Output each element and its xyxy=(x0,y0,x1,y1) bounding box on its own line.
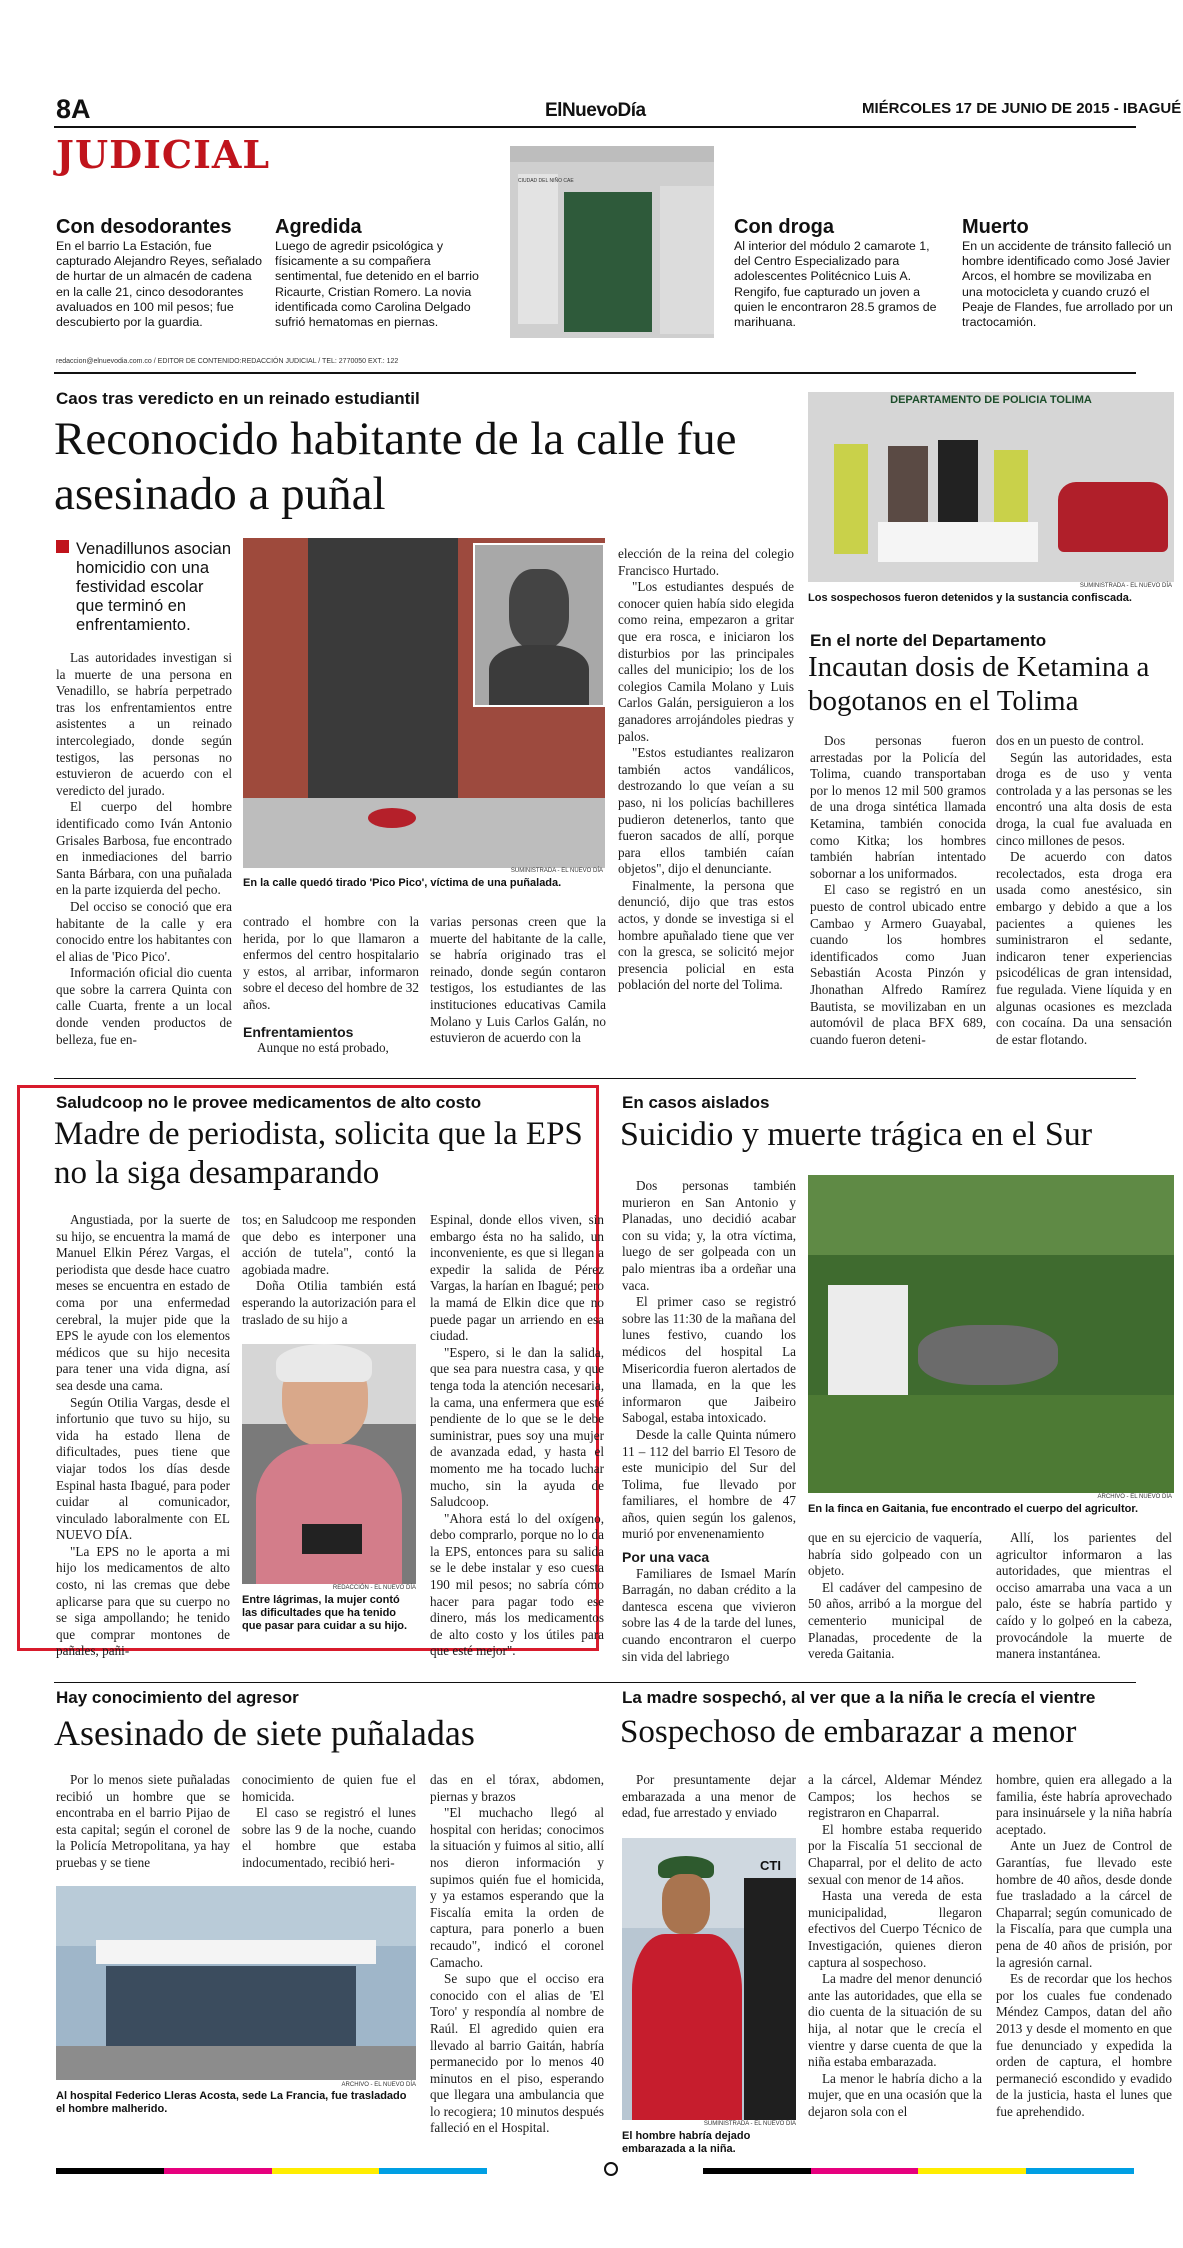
portrait-inset xyxy=(473,543,605,707)
paragraph: "La EPS no le aporta a mi hijo los medicamentos de alto costo, ni las cremas que debe aplicarse para que su cuerpo no se siga ampollando; he tenido que comprar montones de pañales, pañi- xyxy=(56,1543,230,1659)
story4-credit: ARCHIVO - EL NUEVO DÍA xyxy=(1097,1494,1172,1500)
story1-lead xyxy=(56,540,234,635)
paragraph: Ante un Juez de Control de Garantías, fue llevado este hombre de 40 años, desde donde fue trasladado a la cárcel de Chaparral; según comunicado de la Fiscalía, para que cumpla una pena de 40 años de prisión, por la agresión carnal. xyxy=(996,1838,1172,1970)
paragraph: Espinal, donde ellos viven, sin embargo ésta no ha salido, un inconveniente, es que si llegan a expedir la salida de Pérez Vargas, la harían en Ibagué; pero la mamá de Elkin dice que no puede pagar un arriendo en esa ciudad. xyxy=(430,1212,604,1344)
brief-text: Luego de agredir psicológica y físicamente a su compañera sentimental, fue detenido en el barrio Ricaurte, Cristian Romero. La novia identificada como Carolina Delgado sufrió hematomas en piernas. xyxy=(275,239,479,330)
paragraph: Familiares de Ismael Marín Barragán, no daban crédito a la dantesca escena que vivieron sobre las 4 de la tarde del lunes, cuando encontraron el cuerpo sin vida del labriego xyxy=(622,1565,796,1664)
paragraph: a la cárcel, Aldemar Méndez Campos; los hechos se registraron en Chaparral. xyxy=(808,1772,982,1821)
brief-text: Al interior del módulo 2 camarote 1, del Centro Especializado para adolescentes Politécnico Luis A. Rengifo, fue capturado un joven a quien le encontraron 28.5 gramos de marihuana. xyxy=(734,239,937,330)
story1-kicker: Caos tras veredicto en un reinado estudiantil xyxy=(56,389,420,408)
story1-headline: Reconocido habitante de la calle fue asesinado a puñal xyxy=(54,413,737,520)
brief-title: Con desodorantes xyxy=(56,216,232,238)
story4-photo xyxy=(808,1175,1174,1493)
story2-credit: SUMINISTRADA - EL NUEVO DÍA xyxy=(1079,583,1172,589)
story2-banner: DEPARTAMENTO DE POLICIA TOLIMA xyxy=(890,394,1092,406)
story1-lead-text: Venadillunos asocian homicidio con una festividad escolar que terminó en enfrentamiento. xyxy=(76,540,232,634)
story1-col1 xyxy=(56,650,232,1048)
briefs-rule xyxy=(54,372,1136,374)
story3-col1 xyxy=(56,1212,230,1660)
paragraph: Se supo que el occiso era conocido con el alias de 'El Toro' y respondía al nombre de Raúl. El agredido quien era llevado al barrio Gaitán, habría permanecido por lo menos 40 minutos en el piso, esperando que llegara una ambulancia que lo recogiera; 10 minutos después falleció en el Hospital. xyxy=(430,1971,604,2136)
brief-title: Muerto xyxy=(962,216,1029,238)
story5-kicker: Hay conocimiento del agresor xyxy=(56,1688,299,1707)
paragraph: El caso se registró el lunes sobre las 9 de la noche, cuando el hombre que estaba indocumentado, recibió heri- xyxy=(242,1805,416,1870)
brief-agredida xyxy=(275,216,487,330)
brief-text: En el barrio La Estación, fue capturado Alejandro Reyes, señalado de hurtar de un almacén de cadena en la calle 21, cinco desodorantes avaluados en 100 mil pesos; fue descubierto por la guardia. xyxy=(56,239,262,330)
page-number: 8A xyxy=(56,94,91,124)
paragraph: La madre del menor denunció ante las autoridades, que ella se dio cuenta de la situación de su hija, al notar que le crecía el vientre y darse cuenta de que la niña estaba embarazada. xyxy=(808,1971,982,2070)
story2-col1 xyxy=(810,733,986,1048)
paragraph: Aunque no está probado, xyxy=(257,1040,389,1056)
brief-photo xyxy=(510,146,714,338)
paragraph: Dos personas fueron arrestadas por la Policía del Tolima, cuando transportaban por lo menos 12 mil 500 gramos de una droga sintética llamada Ketamina, también conocida como Kitka; los hombres también habrían intentado sobornar a los uniformados. xyxy=(810,733,986,881)
brief-title: Agredida xyxy=(275,216,362,238)
section-title: JUDICIAL xyxy=(56,132,271,177)
story1-photo xyxy=(243,538,605,868)
story2-headline: Incautan dosis de Ketamina a bogotanos en el Tolima xyxy=(808,651,1150,717)
paragraph: Por presuntamente dejar embarazada a una menor de edad, fue arrestado y enviado xyxy=(622,1772,796,1821)
paragraph: "El muchacho llegó al hospital con heridas; conocimos la situación y fuimos al sitio, allí nos dieron información y supimos quién fue el homicida, y ya estamos esperando que la Fiscalía emita la orden de captura, para ponerlo a buen recaudo", indicó el coronel Camacho. xyxy=(430,1805,604,1970)
story3-photo xyxy=(242,1344,416,1584)
story5-col2 xyxy=(242,1772,416,1872)
story1-caption: En la calle quedó tirado 'Pico Pico', víctima de una puñalada. xyxy=(243,877,562,889)
editor-line: redaccion@elnuevodia.com.co / EDITOR DE CONTENIDO:REDACCIÓN JUDICIAL / TEL: 2770050 EXT.: 122 xyxy=(56,358,399,365)
story6-headline: Sospechoso de embarazar a menor xyxy=(620,1714,1077,1750)
paragraph: elección de la reina del colegio Francisco Hurtado. xyxy=(618,546,794,578)
brief-title: Con droga xyxy=(734,216,834,238)
paragraph: La menor le habría dicho a la mujer, que en una ocasión que la dejaron sola con el xyxy=(808,2070,982,2119)
lower-rule xyxy=(54,1682,1136,1683)
paragraph: das en el tórax, abdomen, piernas y brazos xyxy=(430,1772,604,1804)
story6-col2 xyxy=(808,1772,982,2120)
paragraph: Doña Otilia también está esperando la autorización para el traslado de su hijo a xyxy=(242,1278,416,1327)
story1-col4 xyxy=(618,546,794,994)
paragraph: El cuerpo del hombre identificado como Iván Antonio Grisales Barbosa, fue encontrado en inmediaciones del barrio Santa Bárbara, con una puñalada en la parte izquierda del pecho. xyxy=(56,799,232,898)
paragraph: Es de recordar que los hechos por los cuales fue condenado Méndez Campos, datan del año 2013 y desde el momento en que fue denunciado y expedida la orden de captura, el hombre permaneció escondido y evadido de la justicia, hasta el lunes que fue aprehendido. xyxy=(996,1971,1172,2119)
story5-col1 xyxy=(56,1772,230,1872)
story3-col2 xyxy=(242,1212,416,1328)
paragraph: El caso se registró en un puesto de control ubicado entre Cambao y Armero Guayabal, cuando los hombres identificados como Juan Sebastián Acosta Pinzón y Jhonathan Alfredo Ramírez Bautista, se movilizaban en un automóvil de placa BFX 689, cuando fueron deteni- xyxy=(810,882,986,1047)
story6-photo xyxy=(622,1838,796,2120)
paragraph: Del occiso se conoció que era habitante de la calle y era conocido entre los habitantes con el alias de 'Pico Pico'. xyxy=(56,898,232,964)
paragraph: que en su ejercicio de vaquería, habría sido golpeado con un objeto. xyxy=(808,1530,982,1579)
story6-col3 xyxy=(996,1772,1172,2120)
paragraph: Finalmente, la persona que denunció, dijo que tras estos actos, y donde se investiga si el hombre apuñalado tiene que ver con la gresca, se solicitó mejor presencia policial en esta población del norte del Tolima. xyxy=(618,877,794,993)
paragraph: Por lo menos siete puñaladas recibió un hombre que se encontraba en el barrio Pijao de esta capital; según el coronel de la Policía Metropolitana, ya hay pruebas y se tiene xyxy=(56,1772,230,1870)
paragraph: Hasta una vereda de esta municipalidad, llegaron efectivos del Cuerpo Técnico de Investigación, quienes dieron captura al sospechoso. xyxy=(808,1888,982,1970)
story6-col1 xyxy=(622,1772,796,1822)
paragraph: Desde la calle Quinta número 11 – 112 del barrio El Tesoro de este municipio del Sur del Tolima, fue llevado por familiares, el hombre de 47 años, quien según los galenos, murió por envenenamiento xyxy=(622,1426,796,1542)
paragraph: "Estos estudiantes realizaron también actos vandálicos, destrozando lo que veían a su paso, ni los policías bachilleres pudieron detenerlos, tanto que fueron sacados de allí, porque para ellos también caían objetos", dijo el denunciante. xyxy=(618,745,794,877)
paragraph: Angustiada, por la suerte de su hijo, se encuentra la mamá de Manuel Elkin Pérez Vargas, el periodista que desde hace cuatro meses se encuentra en estado de coma por una enfermedad cerebral, la mujer pide que la EPS le ayude con los elementos médicos que su hijo necesita para tener una vida digna, así sea desde una cama. xyxy=(56,1212,230,1393)
story1-subhead: Enfrentamientos xyxy=(243,1023,354,1040)
story3-col3 xyxy=(430,1212,604,1660)
cti-badge: CTI xyxy=(760,1858,781,1873)
story3-credit: REDACCIÓN - EL NUEVO DÍA xyxy=(332,1585,416,1591)
story3-kicker: Saludcoop no le provee medicamentos de alto costo xyxy=(56,1093,482,1112)
story3-caption: Entre lágrimas, la mujer contó las dificultades que ha tenido que pasar para cuidar a su hijo. xyxy=(242,1594,408,1632)
brief-muerto xyxy=(962,216,1174,330)
paragraph: varias personas creen que la muerte del habitante de la calle, se habría originado tras el reinado, donde según contaron testigos, los estudiantes de las instituciones educativas Camila Molano y Luis Carlos Galán, no estuvieron de acuerdo con la xyxy=(430,914,606,1046)
paragraph: hombre, quien era allegado a la familia, éste habría aprovechado para insinuársele y la niña habría aceptado. xyxy=(996,1772,1172,1837)
story6-kicker: La madre sospechó, al ver que a la niña le crecía el vientre xyxy=(622,1688,1096,1707)
story5-photo xyxy=(56,1886,416,2080)
paragraph: Las autoridades investigan si la muerte de una persona en Venadillo, se habría perpetrado tras los enfrentamientos entre asistentes a un reinado intercolegiado, donde según testigos, las personas no estuvieron de acuerdo con el veredicto del jurado. xyxy=(56,650,232,798)
brief-photo-sign: CIUDAD DEL NIÑO CAE xyxy=(518,178,574,184)
story4-col1 xyxy=(622,1178,796,1665)
paragraph: "Los estudiantes después de conocer quien había sido elegida como reina, empezaron a gritar que era rosca, e iniciaron los disturbios por las principales calles del municipio; los de los colegios Camila Molano y Luis Carlos Galán, persiguieron a los ganadores arrojándoles piedras y palos. xyxy=(618,579,794,744)
brief-desodorantes xyxy=(56,216,266,330)
brief-text: En un accidente de tránsito falleció un hombre identificado como José Javier Arcos, el hombre se movilizaba en una motocicleta y cuando cruzó el Peaje de Flandes, fue arrollado por un tractocamión. xyxy=(962,239,1173,330)
header-rule xyxy=(54,126,1136,128)
paragraph: Según las autoridades, esta droga es de uso y venta controlada y a las personas se les encontró una alta dosis de esta droga, la cual fue avaluada en cinco millones de pesos. xyxy=(996,749,1172,848)
story6-caption: El hombre habría dejado embarazada a la niña. xyxy=(622,2130,751,2155)
story5-credit: ARCHIVO - EL NUEVO DÍA xyxy=(341,2082,416,2088)
story2-col2 xyxy=(996,733,1172,1048)
paragraph: El hombre estaba requerido por la Fiscalía 51 seccional de Chaparral, por el delito de acto sexual con menor de 14 años. xyxy=(808,1821,982,1887)
paragraph: El cadáver del campesino de 50 años, arribó a la morgue del cementerio municipal de Planadas, procedente de la vereda Gaitania. xyxy=(808,1579,982,1662)
paragraph: "Espero, si le dan la salida, que sea para nuestra casa, y que tenga toda la atención necesaria, la cama, una enfermera que esté pendiente de lo que se le debe suministrar, pues soy una mujer de avanzada edad, y hasta el momento me ha tocado luchar mucho, sin la ayuda de Saludcoop. xyxy=(430,1344,604,1510)
paragraph: "Ahora está lo del oxígeno, debo comprarlo, porque no lo da la EPS, entonces para su salida se le debe instalar y eso cuesta 190 mil pesos; no sabría cómo hacer para pagar todo ese dinero, más los medicamentos de alto costo y los útiles para que esté mejor". xyxy=(430,1510,604,1659)
story5-caption: Al hospital Federico Lleras Acosta, sede La Francia, fue trasladado el hombre malherido. xyxy=(56,2090,407,2115)
story1-col3 xyxy=(430,914,606,1047)
story5-headline: Asesinado de siete puñaladas xyxy=(54,1713,475,1753)
brief-droga xyxy=(734,216,944,330)
story4-kicker: En casos aislados xyxy=(622,1093,770,1112)
color-bar xyxy=(56,2168,1134,2174)
story6-credit: SUMINISTRADA - EL NUEVO DÍA xyxy=(703,2121,796,2127)
story4-col2 xyxy=(808,1530,982,1663)
paragraph: Según Otilia Vargas, desde el infortunio que tuvo su hijo, su vida ha estado llena de dificultades, pues tiene que viajar todos los días desde Espinal hasta Ibagué, para poder cuidar al comunicador, vinculado laboralmente con EL NUEVO DÍA. xyxy=(56,1394,230,1543)
story4-col3 xyxy=(996,1530,1172,1663)
lead-marker xyxy=(56,540,69,553)
story2-caption: Los sospechosos fueron detenidos y la sustancia confiscada. xyxy=(808,592,1132,604)
story4-caption: En la finca en Gaitania, fue encontrado el cuerpo del agricultor. xyxy=(808,1503,1139,1515)
story2-kicker: En el norte del Departamento xyxy=(810,631,1047,650)
story1-col2 xyxy=(243,914,419,1057)
paragraph: Allí, los parientes del agricultor informaron a las autoridades, que mientras el occiso amarraba una vaca a un palo, éste se habría partido y caído y lo golpeó en la cabeza, provocándole la muerte de manera instantánea. xyxy=(996,1530,1172,1662)
story4-headline: Suicidio y muerte trágica en el Sur xyxy=(620,1116,1093,1153)
story5-col3 xyxy=(430,1772,604,2137)
paragraph: conocimiento de quien fue el homicida. xyxy=(242,1772,416,1804)
paragraph: tos; en Saludcoop me responden que debo es interponer una acción de tutela", contó la agobiada madre. xyxy=(242,1212,416,1277)
paragraph: Dos personas también murieron en San Antonio y Planadas, uno decidió acabar con su vida; y, la otra víctima, luego de ser golpeada con un palo mientras iba a ordeñar una vaca. xyxy=(622,1178,796,1293)
paragraph: contrado el hombre con la herida, por lo que llamaron a enfermos del centro hospitalario y estos, al arribar, informaron sobre el deceso del hombre de 32 años. xyxy=(243,914,419,1012)
paragraph: El primer caso se registró sobre las 11:30 de la mañana del lunes festivo, cuando los médicos del hospital La Misericordia fueron alertados de una llamada, en la que les informaron que Jaibeiro Sabogal, estaba intoxicado. xyxy=(622,1294,796,1426)
story3-headline: Madre de periodista, solicita que la EPS no la siga desamparando xyxy=(54,1116,583,1191)
logo-text: ElNuevoDía xyxy=(545,100,646,121)
story4-subhead: Por una vaca xyxy=(622,1549,710,1566)
story2-photo xyxy=(808,392,1174,582)
mid-rule xyxy=(54,1078,1136,1079)
logo xyxy=(545,100,646,122)
paragraph: Información oficial dio cuenta que sobre la carrera Quinta con calle Cuarta, frente a un local donde venden productos de belleza, fue en- xyxy=(56,965,232,1047)
page-date: MIÉRCOLES 17 DE JUNIO DE 2015 - IBAGUÉ xyxy=(862,100,1182,117)
paragraph: dos en un puesto de control. xyxy=(996,733,1144,748)
story1-credit: SUMINISTRADA - EL NUEVO DÍA xyxy=(510,868,603,874)
registration-mark-icon xyxy=(604,2162,618,2176)
paragraph: De acuerdo con datos recolectados, esta droga era usada como anestésico, sin embargo y debido a que a los pacientes a quienes les suministraron el sedante, indicaron tener experiencias psicodélicas de gran intensidad, fue regulada. Viene líquida y en algunas ocasiones es mezclada con cocaína. Da una sensación de estar flotando. xyxy=(996,849,1172,1047)
